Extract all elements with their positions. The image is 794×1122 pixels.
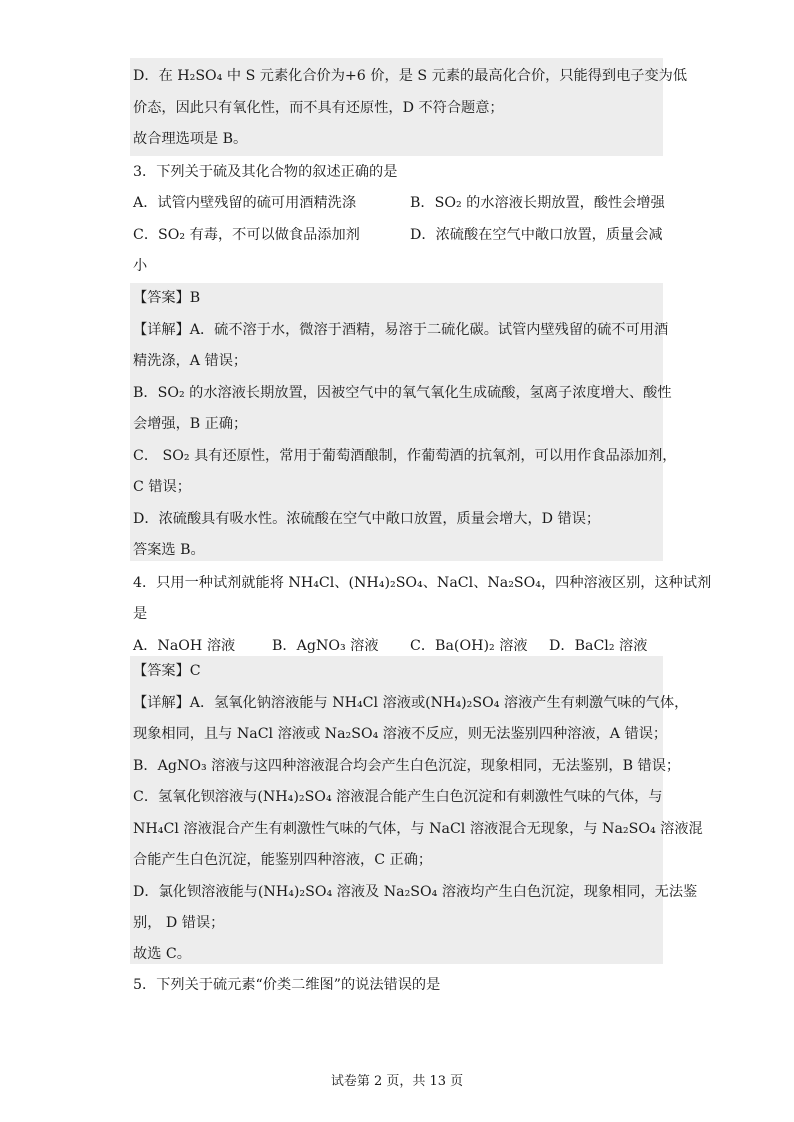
text-line: 会增强，B 正确； <box>133 416 248 432</box>
text-line: B．AgNO₃ 溶液与这四种溶液混合均会产生白色沉淀，现象相同，无法鉴别，B 错误； <box>133 758 681 774</box>
question-4-stem-continued: 是 <box>133 606 148 622</box>
answer-label: 【答案】C <box>133 663 201 679</box>
text-line: B．SO₂ 的水溶液长期放置，因被空气中的氧气氧化生成硫酸，氢离子浓度增大、酸性 <box>133 385 672 401</box>
text-line: 别， D 错误； <box>133 915 225 931</box>
text-line: 故选 C。 <box>133 946 191 962</box>
text-line: 故合理选项是 B。 <box>133 131 248 147</box>
question-3-stem: 3．下列关于硫及其化合物的叙述正确的是 <box>133 164 398 180</box>
text-line: C． SO₂ 具有还原性，常用于葡萄酒酿制，作葡萄酒的抗氧剂，可以用作食品添加剂， <box>133 448 677 464</box>
question-3-option-d: D．浓硫酸在空气中敞口放置，质量会减 <box>410 227 663 243</box>
question-4-stem: 4．只用一种试剂就能将 NH₄Cl、(NH₄)₂SO₄、NaCl、Na₂SO₄，四种溶液区别，这种试剂 <box>133 575 712 591</box>
question-4-option-b: B．AgNO₃ 溶液 <box>272 638 379 654</box>
text-line: D．在 H₂SO₄ 中 S 元素化合价为+6 价，是 S 元素的最高化合价，只能得到电子变为低 <box>133 68 688 84</box>
question-3-option-c: C．SO₂ 有毒，不可以做食品添加剂 <box>133 227 360 243</box>
text-line: 【详解】A．硫不溶于水，微溶于酒精，易溶于二硫化碳。试管内壁残留的硫不可用酒 <box>133 322 669 338</box>
text-line: 答案选 B。 <box>133 542 205 558</box>
text-line: C 错误； <box>133 479 191 495</box>
question-4-option-a: A．NaOH 溶液 <box>133 638 236 654</box>
question-4-option-d: D．BaCl₂ 溶液 <box>549 638 648 654</box>
text-line: D．浓硫酸具有吸水性。浓硫酸在空气中敞口放置，质量会增大，D 错误； <box>133 511 601 527</box>
text-line: 【详解】A．氢氧化钠溶液能与 NH₄Cl 溶液或(NH₄)₂SO₄ 溶液产生有刺激气味的气体， <box>133 695 689 711</box>
text-line: 价态，因此只有氧化性，而不具有还原性，D 不符合题意； <box>133 100 504 116</box>
question-4-option-c: C．Ba(OH)₂ 溶液 <box>410 638 528 654</box>
text-line: C．氢氧化钡溶液与(NH₄)₂SO₄ 溶液混合能产生白色沉淀和有刺激性气味的气体，与 <box>133 789 663 805</box>
answer-label: 【答案】B <box>133 290 201 306</box>
text-line: 现象相同，且与 NaCl 溶液或 Na₂SO₄ 溶液不反应，则无法鉴别四种溶液，A 错误； <box>133 726 668 742</box>
question-3-option-d-continued: 小 <box>133 258 148 274</box>
text-line: NH₄Cl 溶液混合产生有刺激性气味的气体，与 NaCl 溶液混合无现象，与 Na₂SO₄ 溶液混 <box>133 821 703 837</box>
text-line: 精洗涤，A 错误； <box>133 353 248 369</box>
page-footer: 试卷第 2 页，共 13 页 <box>330 1074 464 1089</box>
question-5-stem: 5．下列关于硫元素“价类二维图”的说法错误的是 <box>133 977 441 993</box>
question-3-option-a: A．试管内壁残留的硫可用酒精洗涤 <box>133 195 357 211</box>
question-3-option-b: B．SO₂ 的水溶液长期放置，酸性会增强 <box>410 195 665 211</box>
text-line: D．氯化钡溶液能与(NH₄)₂SO₄ 溶液及 Na₂SO₄ 溶液均产生白色沉淀，现象相同，无法鉴 <box>133 884 698 900</box>
text-line: 合能产生白色沉淀，能鉴别四种溶液，C 正确； <box>133 852 433 868</box>
